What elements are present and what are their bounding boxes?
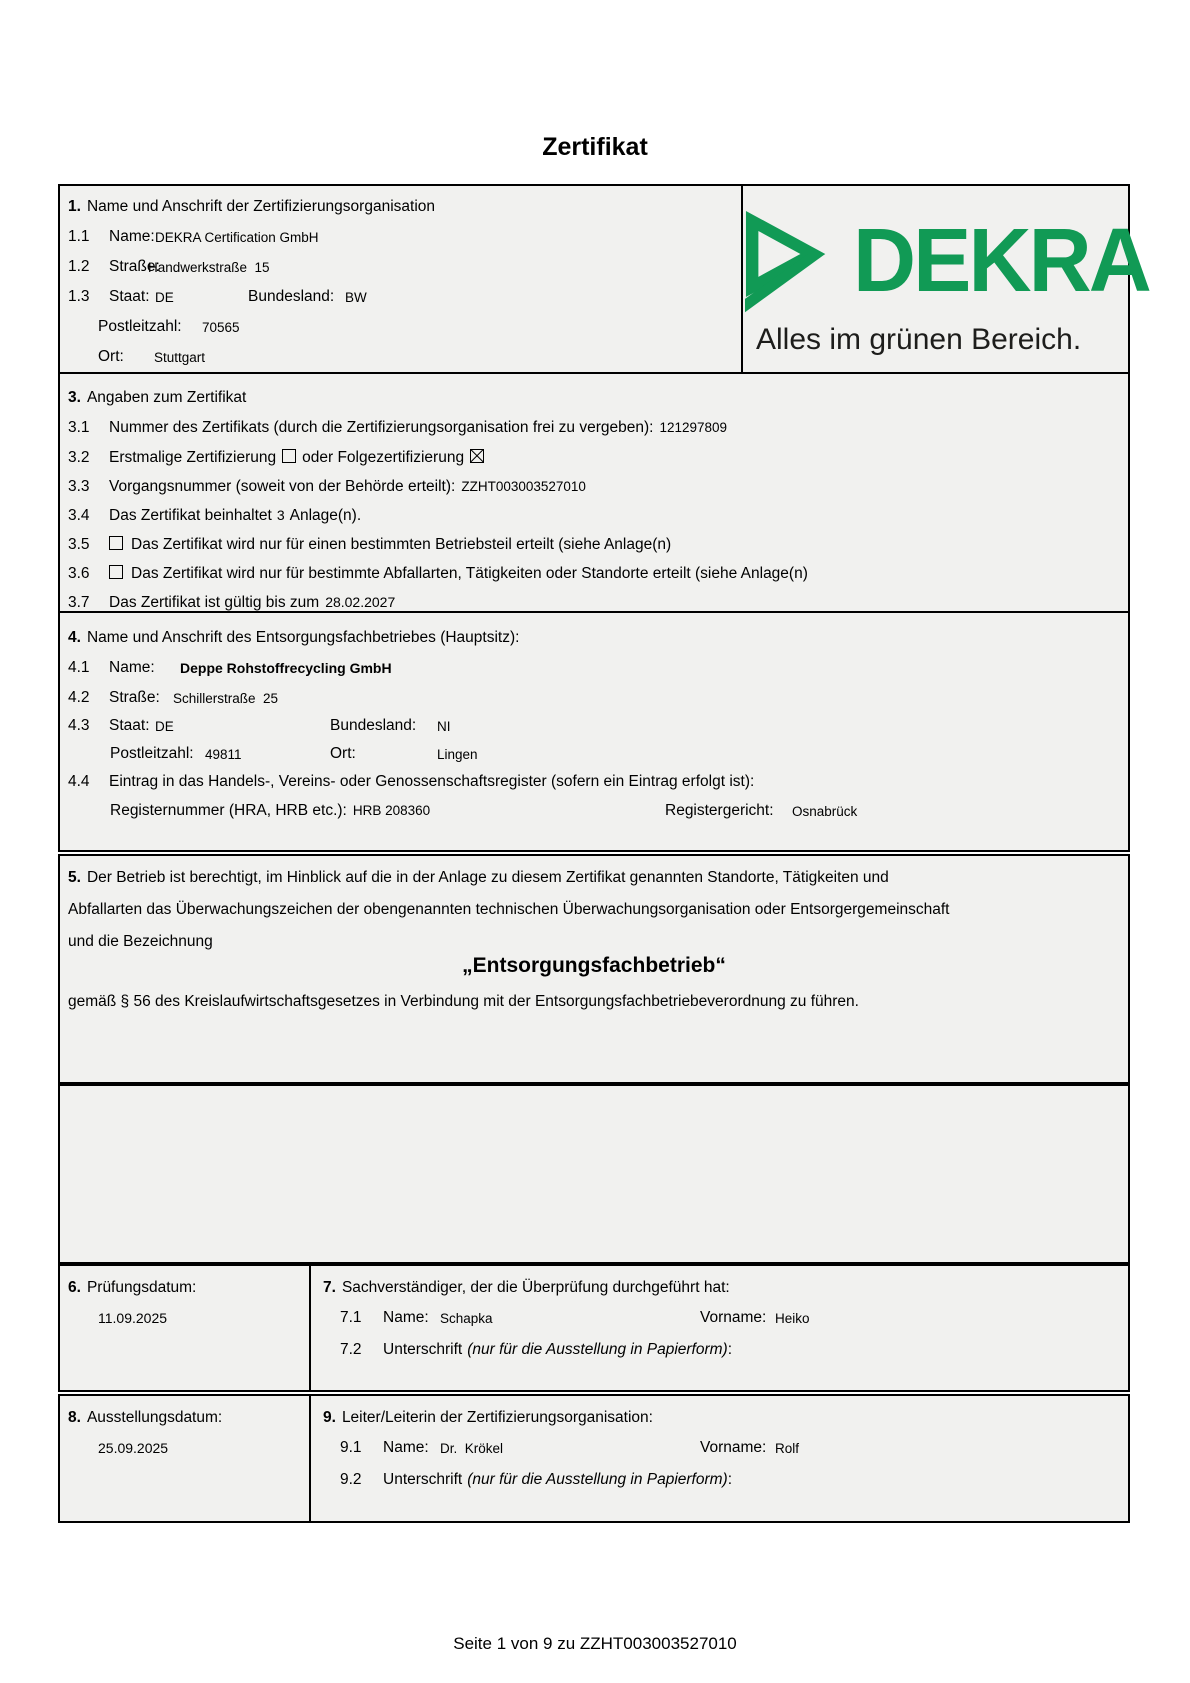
item-number: 1.3 <box>68 288 90 305</box>
field-label: Postleitzahl: <box>98 318 182 335</box>
field-value-bundesland: NI <box>437 719 451 734</box>
section-number: 1. <box>68 198 81 215</box>
item-number: 3.2 <box>68 449 90 466</box>
field-cert-betriebsteil <box>68 535 671 554</box>
field-company-register-details <box>110 801 858 820</box>
field-value-vorname: Rolf <box>775 1441 800 1456</box>
field-label: Das Zertifikat ist gültig bis zum <box>109 594 320 611</box>
field-cert-vorgang <box>68 477 586 496</box>
field-label: Erstmalige Zertifizierung <box>109 449 277 466</box>
field-value-name: Dr. Krökel <box>440 1441 504 1456</box>
section-issue-leader-box <box>58 1394 1130 1523</box>
section-number: 9. <box>323 1409 336 1426</box>
cell-divider <box>309 1266 311 1390</box>
section-exam-expert-box <box>58 1264 1130 1392</box>
item-number: 7.1 <box>340 1309 362 1326</box>
field-label-zip: Postleitzahl: <box>110 745 194 762</box>
field-label: Name: <box>383 1439 429 1456</box>
section-number: 4. <box>68 629 81 646</box>
field-label: Das Zertifikat beinhaltet <box>109 507 272 524</box>
field-expert-name <box>340 1308 810 1327</box>
item-number: 1.1 <box>68 228 90 245</box>
item-number: 4.2 <box>68 689 90 706</box>
field-label: Name: <box>109 659 155 676</box>
field-value-court: Osnabrück <box>792 804 858 819</box>
field-label-colon: : <box>727 1341 733 1358</box>
section-issue-heading <box>68 1408 222 1427</box>
field-label: Nummer des Zertifikats (durch die Zertifizierungsorganisation frei zu vergeben): <box>109 419 654 436</box>
field-org-state <box>68 287 367 306</box>
field-value-zip: 49811 <box>205 747 242 762</box>
checkbox-betriebsteil-unchecked <box>109 536 123 550</box>
section-company-heading <box>68 628 519 647</box>
field-value: Deppe Rohstoffrecycling GmbH <box>180 660 392 676</box>
section-title: Angaben zum Zertifikat <box>86 389 247 406</box>
field-value: Schillerstraße 25 <box>173 691 279 706</box>
field-label-colon: : <box>727 1471 733 1488</box>
section-number: 6. <box>68 1279 81 1296</box>
field-label: oder Folgezertifizierung <box>302 449 465 466</box>
field-label: Name: <box>383 1309 429 1326</box>
checkbox-folge-checked <box>470 449 484 463</box>
section-org-box <box>58 184 1149 374</box>
field-value-bundesland: BW <box>345 290 367 305</box>
field-org-name <box>68 227 319 246</box>
section-number: 3. <box>68 389 81 406</box>
field-value-name: Schapka <box>440 1311 493 1326</box>
checkbox-erstmalig-unchecked <box>282 449 296 463</box>
section-number: 8. <box>68 1409 81 1426</box>
paragraph-text: Abfallarten das Überwachungszeichen der obengenannten technischen Überwachungsorganisation oder Entsorgergemeinschaft <box>68 901 950 918</box>
entitlement-line4 <box>68 992 859 1011</box>
section-leader-heading <box>323 1408 653 1427</box>
field-label: Unterschrift <box>383 1471 463 1488</box>
field-cert-abfallarten <box>68 564 808 583</box>
field-value-vorname: Heiko <box>775 1311 810 1326</box>
item-number: 4.1 <box>68 659 90 676</box>
field-label: Eintrag in das Handels-, Vereins- oder Genossenschaftsregister (sofern ein Eintrag erfolgt ist): <box>109 773 755 790</box>
item-number: 3.6 <box>68 565 90 582</box>
field-label-bundesland: Bundesland: <box>330 717 417 734</box>
field-expert-signature <box>340 1340 732 1359</box>
section-expert-heading <box>323 1278 730 1297</box>
field-label: Staat: <box>109 717 150 734</box>
field-value: 70565 <box>202 320 240 335</box>
section-title: Sachverständiger, der die Überprüfung durchgeführt hat: <box>341 1279 730 1296</box>
field-value: 3 <box>276 507 285 523</box>
field-company-name <box>68 658 392 677</box>
field-label: Das Zertifikat wird nur für bestimmte Abfallarten, Tätigkeiten oder Standorte erteilt (siehe Anlage(n) <box>131 565 808 582</box>
field-company-street <box>68 688 279 707</box>
section-title: Ausstellungsdatum: <box>86 1409 223 1426</box>
field-company-register <box>68 772 754 791</box>
field-label: Staat: <box>109 288 150 305</box>
item-number: 3.3 <box>68 478 90 495</box>
field-label: Vorgangsnummer (soweit von der Behörde erteilt): <box>109 478 456 495</box>
section-title: Name und Anschrift des Entsorgungsfachbetriebes (Hauptsitz): <box>86 629 520 646</box>
field-value-city: Lingen <box>437 747 478 762</box>
field-label: Straße: <box>109 258 160 275</box>
entitlement-line2 <box>68 900 950 919</box>
field-label-italic: (nur für die Ausstellung in Papierform) <box>467 1471 728 1488</box>
item-number: 3.5 <box>68 536 90 553</box>
item-number: 4.4 <box>68 773 90 790</box>
dekra-arrow-icon <box>745 210 831 317</box>
dekra-slogan-text: Alles im grünen Bereich. <box>756 323 1082 356</box>
field-value: 121297809 <box>659 420 728 435</box>
item-number: 3.4 <box>68 507 90 524</box>
item-number: 3.1 <box>68 419 90 436</box>
section-number: 5. <box>68 869 81 886</box>
field-label: Unterschrift <box>383 1341 463 1358</box>
field-value: Handwerkstraße 15 <box>148 260 270 275</box>
paragraph-text: Der Betrieb ist berechtigt, im Hinblick auf die in der Anlage zu diesem Zertifikat genannten Standorte, Tätigkeiten und <box>86 869 889 886</box>
page-footer: Seite 1 von 9 zu ZZHT003003527010 <box>453 1634 737 1653</box>
field-value: 25.09.2025 <box>98 1440 169 1456</box>
field-cert-type <box>68 448 490 467</box>
item-number: 9.1 <box>340 1439 362 1456</box>
item-number: 3.7 <box>68 594 90 611</box>
field-label-regno: Registernummer (HRA, HRB etc.): <box>110 802 347 819</box>
dekra-logo-cell <box>741 186 1149 372</box>
field-cert-anlagen <box>68 506 361 525</box>
section-number: 7. <box>323 1279 336 1296</box>
section-entitlement-box <box>58 854 1130 1084</box>
checkbox-abfallarten-unchecked <box>109 565 123 579</box>
section-org-heading <box>68 197 435 216</box>
field-org-zip <box>98 317 240 336</box>
field-value-state: DE <box>155 290 174 305</box>
entitlement-line3 <box>68 932 213 951</box>
field-company-state <box>68 716 451 735</box>
field-label-bundesland: Bundesland: <box>248 288 335 305</box>
item-number: 1.2 <box>68 258 90 275</box>
field-label-court: Registergericht: <box>665 802 774 819</box>
field-label: Anlage(n). <box>289 507 362 524</box>
field-value: DEKRA Certification GmbH <box>155 230 319 245</box>
field-label: Name: <box>109 228 155 245</box>
page-title: Zertifikat <box>542 133 648 161</box>
dekra-brand-text: DEKRA <box>853 211 1149 311</box>
entitlement-designation: „Entsorgungsfachbetrieb“ <box>462 954 726 977</box>
item-number: 7.2 <box>340 1341 362 1358</box>
field-cert-number <box>68 418 727 437</box>
field-company-zip-city <box>110 744 478 763</box>
field-label: Straße: <box>109 689 160 706</box>
field-issue-date <box>98 1439 168 1458</box>
field-label-italic: (nur für die Ausstellung in Papierform) <box>467 1341 728 1358</box>
field-org-city <box>98 347 206 366</box>
field-leader-name <box>340 1438 800 1457</box>
field-value: Stuttgart <box>154 350 206 365</box>
field-exam-date <box>98 1309 167 1328</box>
field-cert-valid-until <box>68 593 395 612</box>
field-value: ZZHT003003527010 <box>461 479 586 494</box>
field-value-state: DE <box>155 719 174 734</box>
field-value-regno: HRB 208360 <box>352 803 431 818</box>
entitlement-line1 <box>68 868 889 887</box>
section-title: Leiter/Leiterin der Zertifizierungsorganisation: <box>341 1409 653 1426</box>
item-number: 9.2 <box>340 1471 362 1488</box>
section-cert-box <box>58 372 1130 613</box>
field-label-vorname: Vorname: <box>700 1309 767 1326</box>
field-label-vorname: Vorname: <box>700 1439 767 1456</box>
section-company-box <box>58 611 1130 852</box>
field-label: Ort: <box>98 348 124 365</box>
section-cert-heading <box>68 388 246 407</box>
section-exam-heading <box>68 1278 196 1297</box>
field-org-street <box>68 257 270 276</box>
field-value: 11.09.2025 <box>98 1310 168 1326</box>
field-leader-signature <box>340 1470 732 1489</box>
item-number: 4.3 <box>68 717 90 734</box>
cell-divider <box>309 1396 311 1521</box>
field-label-city: Ort: <box>330 745 356 762</box>
field-value: 28.02.2027 <box>325 594 396 610</box>
empty-annex-box <box>58 1084 1130 1264</box>
section-title: Prüfungsdatum: <box>86 1279 197 1296</box>
field-label: Das Zertifikat wird nur für einen bestimmten Betriebsteil erteilt (siehe Anlage(n) <box>131 536 672 553</box>
paragraph-text: gemäß § 56 des Kreislaufwirtschaftsgesetzes in Verbindung mit der Entsorgungsfachbetriebeverordnung zu führen. <box>68 993 859 1010</box>
paragraph-text: und die Bezeichnung <box>68 933 213 950</box>
section-title: Name und Anschrift der Zertifizierungsorganisation <box>86 198 435 215</box>
